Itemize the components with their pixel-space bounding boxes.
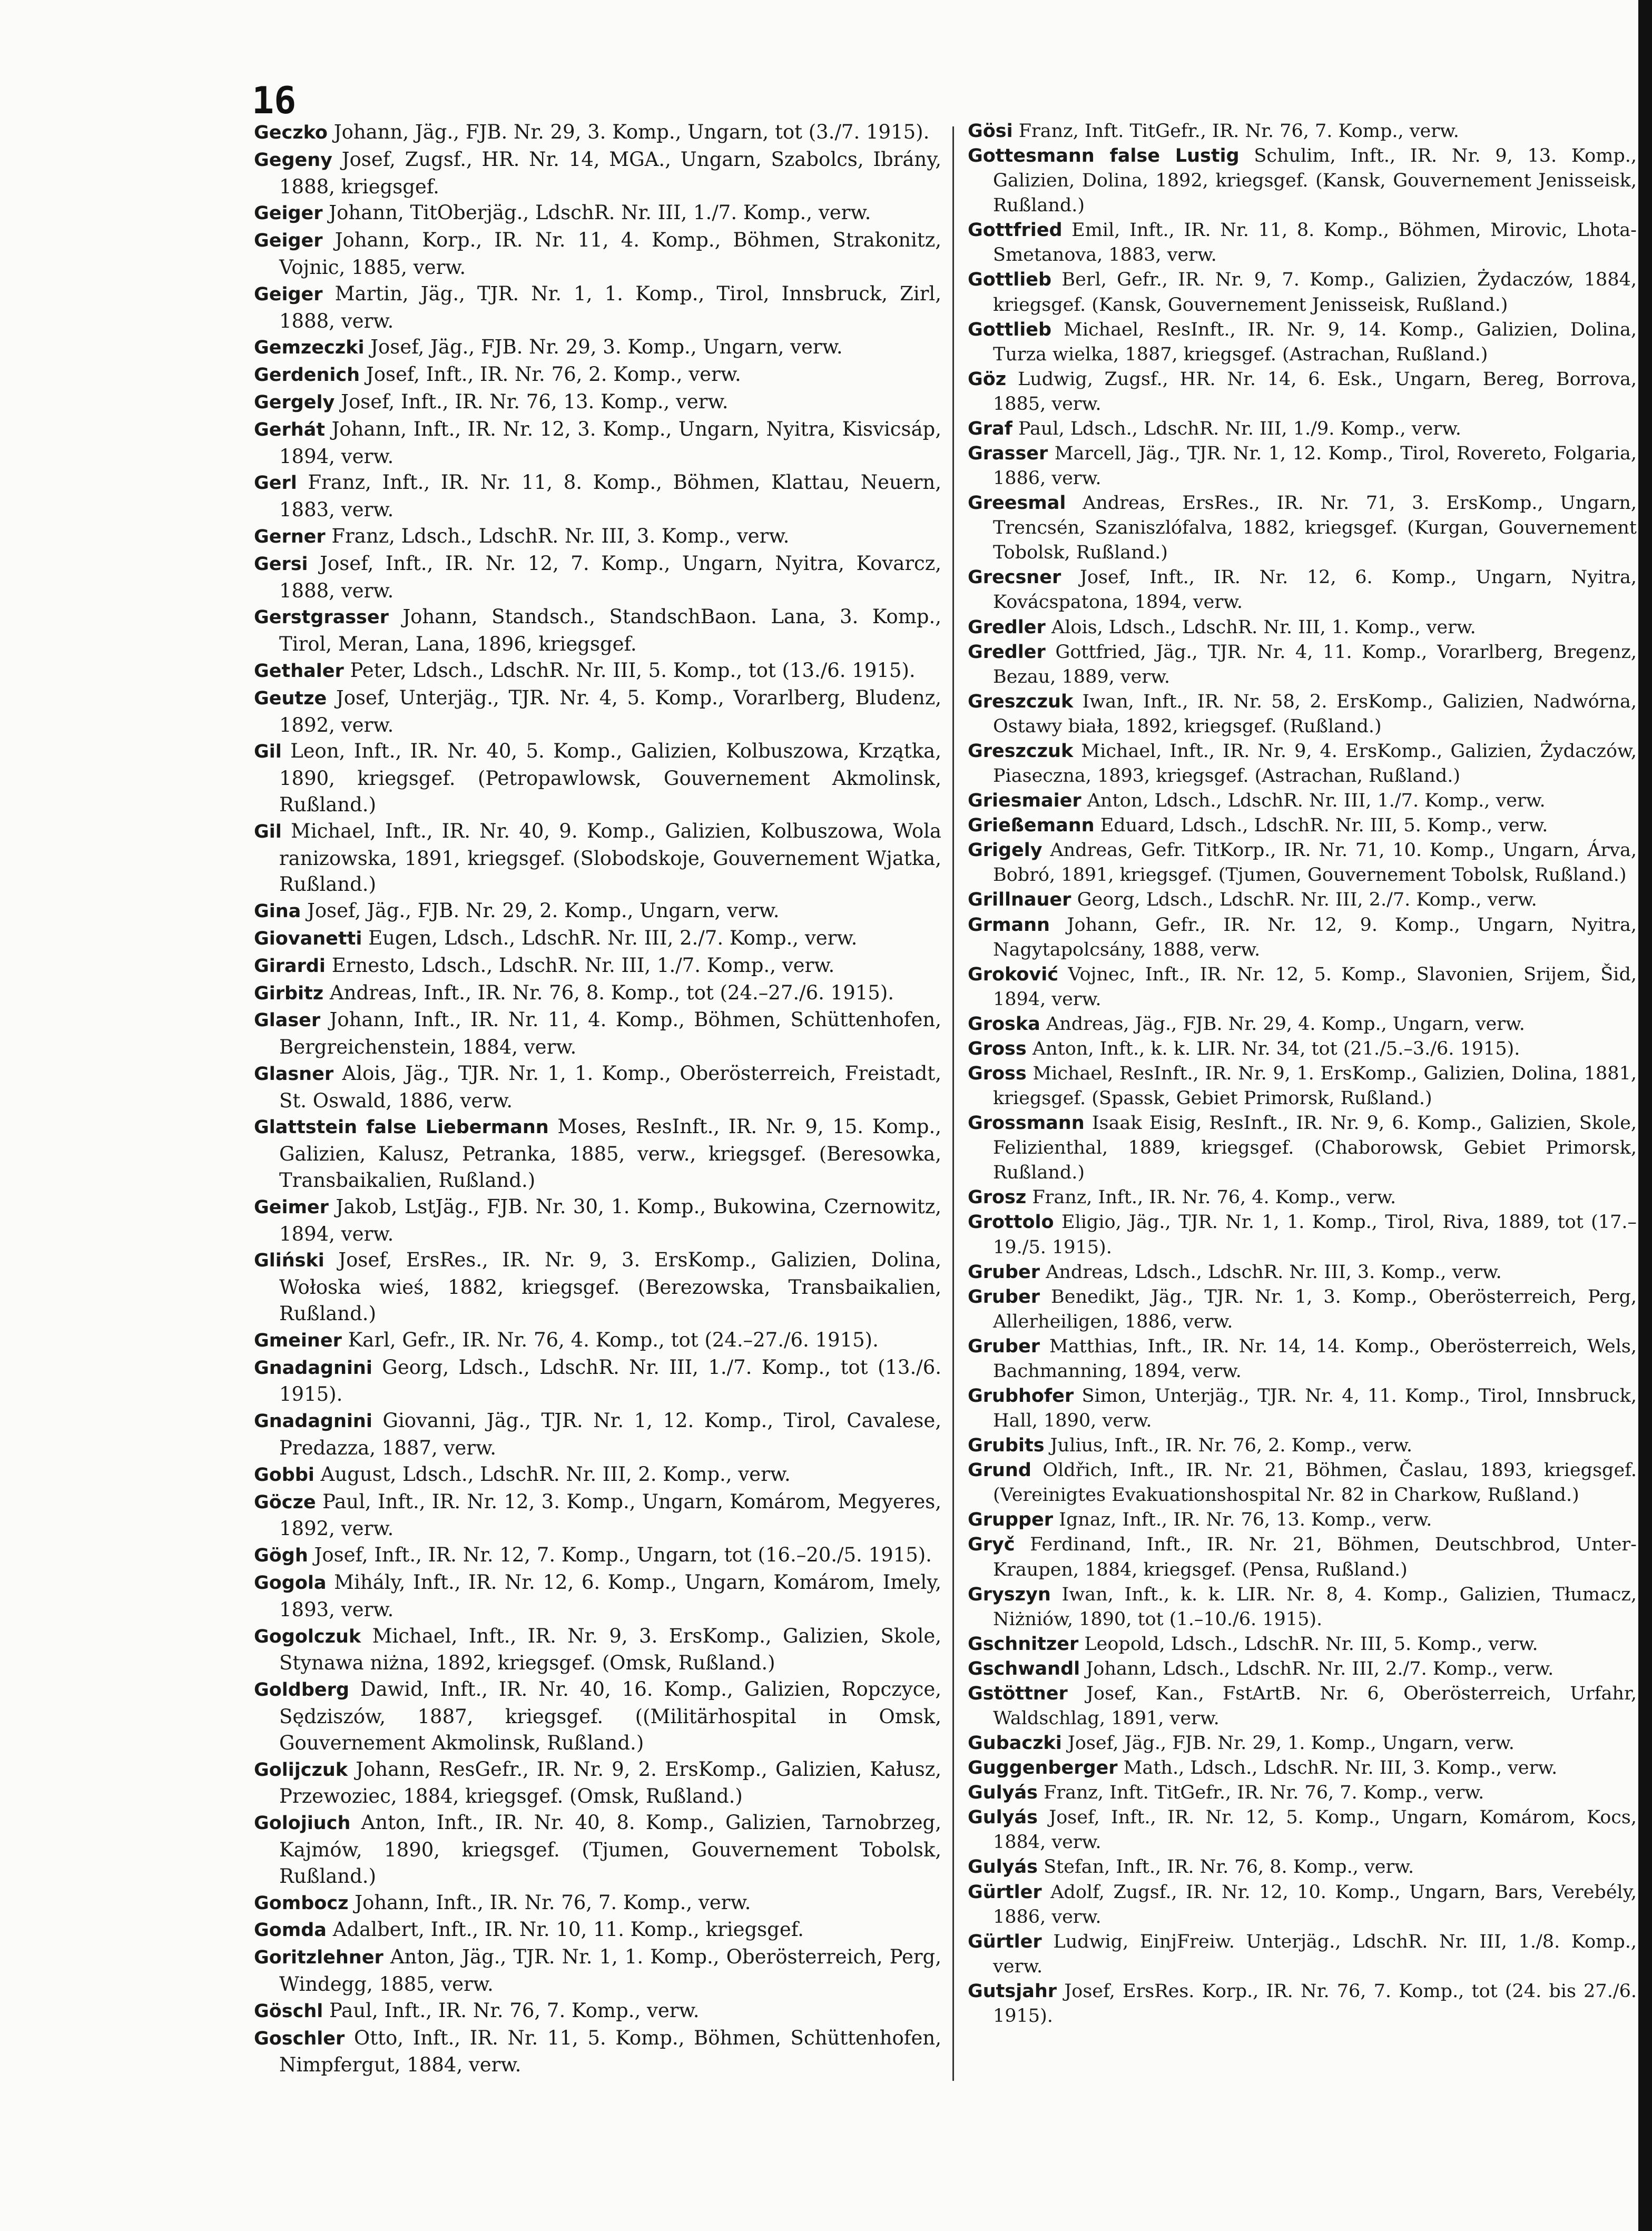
entry-details: Math., Ldsch., LdschR. Nr. III, 3. Komp., verw.	[1123, 1757, 1558, 1779]
entry-surname: Gobbi	[254, 1464, 314, 1486]
entry-surname: Gogola	[254, 1572, 327, 1594]
register-entry	[254, 1623, 941, 1677]
register-entry	[968, 1880, 1637, 1930]
entry-details: Ludwig, Zugsf., HR. Nr. 14, 6. Esk., Ungarn, Bereg, Borrova, 1885, verw.	[993, 368, 1637, 415]
register-entry	[254, 1569, 941, 1623]
entry-details: Giovanni, Jäg., TJR. Nr. 1, 12. Komp., Tirol, Cavalese, Predazza, 1887, verw.	[279, 1409, 941, 1460]
entry-surname: Gross	[968, 1063, 1027, 1084]
entry-surname: Girbitz	[254, 982, 324, 1004]
entry-surname: Gergely	[254, 391, 335, 413]
entry-details: Marcell, Jäg., TJR. Nr. 1, 12. Komp., Tirol, Rovereto, Folgaria, 1886, verw.	[993, 443, 1637, 489]
register-entry	[254, 604, 941, 657]
entry-details: Leopold, Ldsch., LdschR. Nr. III, 5. Komp., verw.	[1084, 1633, 1538, 1655]
entry-surname: Gnadagnini	[254, 1357, 372, 1379]
entry-surname: Gruber	[968, 1286, 1040, 1308]
entry-surname: Gryszyn	[968, 1584, 1051, 1605]
register-entry	[254, 1354, 941, 1408]
entry-surname: Grossmann	[968, 1113, 1085, 1134]
register-entry	[968, 1433, 1637, 1458]
register-entry	[968, 441, 1637, 491]
entry-surname: Gerl	[254, 473, 297, 494]
entry-details: Paul, Inft., IR. Nr. 76, 7. Komp., verw.	[329, 1999, 700, 2022]
entry-surname: Gnadagnini	[254, 1411, 372, 1432]
entry-surname: Gerner	[254, 526, 326, 547]
entry-surname: Gürtler	[968, 1931, 1042, 1952]
entry-details: Alois, Ldsch., LdschR. Nr. III, 1. Komp., verw.	[1051, 616, 1476, 638]
entry-surname: Glaser	[254, 1010, 321, 1031]
entry-surname: Gil	[254, 741, 282, 763]
entry-details: Andreas, ErsRes., IR. Nr. 71, 3. ErsKomp., Ungarn, Trencsén, Szaniszlófalva, 1882, kriegsgef. (Kurgan, Gouvernement Tobolsk, Rußland.)	[993, 493, 1637, 564]
entry-details: Josef, ErsRes. Korp., IR. Nr. 76, 7. Komp., tot (24. bis 27./6. 1915).	[993, 1980, 1637, 2027]
entry-details: Johann, ResGefr., IR. Nr. 9, 2. ErsKomp., Galizien, Kałusz, Przewoziec, 1884, kriegsgef. (Omsk, Rußland.)	[279, 1757, 941, 1808]
register-entry	[254, 334, 941, 361]
register-entry	[968, 615, 1637, 640]
entry-details: Berl, Gefr., IR. Nr. 9, 7. Komp., Galizien, Żydaczów, 1884, kriegsgef. (Kansk, Gouvernement Jenisseisk, Rußland.)	[993, 269, 1637, 316]
entry-details: August, Ldsch., LdschR. Nr. III, 2. Komp., verw.	[320, 1462, 791, 1486]
entry-surname: Grubhofer	[968, 1385, 1074, 1407]
register-entry	[968, 1260, 1637, 1285]
register-entry	[968, 888, 1637, 912]
entry-details: Andreas, Inft., IR. Nr. 76, 8. Komp., tot (24.–27./6. 1915).	[329, 981, 894, 1004]
register-entry	[254, 119, 941, 146]
entry-details: Michael, Inft., IR. Nr. 9, 4. ErsKomp., Galizien, Żydaczów, Piaseczna, 1893, kriegsgef. (Astrachan, Rußland.)	[993, 740, 1637, 787]
entry-details: Johann, Korp., IR. Nr. 11, 4. Komp., Böhmen, Strakonitz, Vojnic, 1885, verw.	[279, 229, 942, 279]
entry-surname: Gürtler	[968, 1881, 1042, 1903]
register-entry	[254, 1007, 941, 1060]
entry-details: Dawid, Inft., IR. Nr. 40, 16. Komp., Galizien, Ropczyce, Sędziszów, 1887, kriegsgef. ((Militärhospital in Omsk, Gouvernement Akmolinsk, Rußland.)	[279, 1678, 941, 1754]
entry-details: Josef, Inft., IR. Nr. 12, 6. Komp., Ungarn, Nyitra, Kovácspatona, 1894, verw.	[993, 567, 1637, 613]
entry-details: Julius, Inft., IR. Nr. 76, 2. Komp., verw.	[1050, 1435, 1413, 1457]
entry-surname: Grasser	[968, 443, 1048, 465]
entry-surname: Gerdenich	[254, 365, 360, 386]
entry-surname: Grottolo	[968, 1212, 1054, 1233]
register-entry	[254, 1542, 941, 1569]
register-entry	[968, 640, 1637, 690]
entry-details: Georg, Ldsch., LdschR. Nr. III, 2./7. Komp., verw.	[1077, 889, 1537, 911]
register-entry	[254, 1489, 941, 1542]
register-entry	[254, 1756, 941, 1810]
entry-surname: Gredler	[968, 616, 1046, 638]
register-entry	[254, 1114, 941, 1193]
entry-surname: Graf	[968, 418, 1012, 439]
entry-details: Gottfried, Jäg., TJR. Nr. 4, 11. Komp., Vorarlberg, Bregenz, Bezau, 1889, verw.	[993, 641, 1637, 687]
register-entry	[968, 1805, 1637, 1855]
entry-details: Josef, Inft., IR. Nr. 76, 13. Komp., verw.	[341, 390, 729, 413]
entry-surname: Goritzlehner	[254, 1947, 384, 1969]
entry-surname: Gil	[254, 821, 282, 842]
entry-details: Andreas, Jäg., FJB. Nr. 29, 4. Komp., Ungarn, verw.	[1046, 1013, 1525, 1035]
entry-surname: Grillnauer	[968, 889, 1071, 911]
entry-surname: Grubits	[968, 1435, 1045, 1457]
entry-surname: Geutze	[254, 687, 327, 709]
register-entry	[254, 1998, 941, 2025]
entry-details: Josef, Kan., FstArtB. Nr. 6, Oberösterreich, Urfahr, Waldschlag, 1891, verw.	[993, 1683, 1637, 1729]
entry-surname: Geiger	[254, 203, 323, 224]
entry-details: Emil, Inft., IR. Nr. 11, 8. Komp., Böhmen, Mirovic, Lhota-Smetanova, 1883, verw.	[993, 220, 1637, 266]
entry-surname: Gethaler	[254, 660, 344, 682]
entry-details: Johann, Standsch., StandschBaon. Lana, 3. Komp., Tirol, Meran, Lana, 1896, kriegsgef.	[279, 605, 941, 656]
entry-details: Johann, Inft., IR. Nr. 11, 4. Komp., Böhmen, Schüttenhofen, Bergreichenstein, 1884, verw.	[279, 1008, 941, 1059]
entry-surname: Gubaczki	[968, 1733, 1062, 1754]
register-entry	[968, 565, 1637, 615]
entry-surname: Geiger	[254, 283, 323, 305]
entry-details: Paul, Ldsch., LdschR. Nr. III, 1./9. Komp., verw.	[1018, 418, 1461, 439]
entry-surname: Gschnitzer	[968, 1633, 1079, 1655]
entry-details: Anton, Ldsch., LdschR. Nr. III, 1./7. Komp., verw.	[1087, 790, 1546, 812]
register-entry	[968, 813, 1637, 838]
register-entry	[254, 1461, 941, 1489]
entry-surname: Gulyás	[968, 1782, 1038, 1804]
entry-details: Josef, ErsRes., IR. Nr. 9, 3. ErsKomp., Galizien, Dolina, Wołoska wieś, 1882, kriegsgef. (Berezowska, Transbaikalien, Rußland.)	[279, 1249, 941, 1325]
entry-details: Adalbert, Inft., IR. Nr. 10, 11. Komp., kriegsgef.	[332, 1918, 804, 1941]
register-entry	[254, 1944, 941, 1998]
entry-details: Adolf, Zugsf., IR. Nr. 12, 10. Komp., Ungarn, Bars, Verebély, 1886, verw.	[993, 1881, 1637, 1928]
register-entry	[254, 200, 941, 227]
entry-surname: Glattstein false Liebermann	[254, 1117, 549, 1138]
entry-surname: Gredler	[968, 641, 1046, 663]
register-entry	[254, 952, 941, 980]
entry-surname: Gottesmann false Lustig	[968, 145, 1240, 167]
register-entry	[254, 389, 941, 416]
entry-surname: Gstöttner	[968, 1683, 1068, 1704]
entry-surname: Greszczuk	[968, 740, 1074, 762]
entry-surname: Gomda	[254, 1920, 327, 1941]
entry-surname: Gegeny	[254, 149, 332, 171]
entry-surname: Gmeiner	[254, 1330, 342, 1351]
scan-edge	[1638, 0, 1652, 2231]
entry-surname: Girardi	[254, 955, 326, 977]
entry-details: Johann, Gefr., IR. Nr. 12, 9. Komp., Ungarn, Nyitra, Nagytapolcsány, 1888, verw.	[993, 914, 1637, 960]
register-entry	[968, 789, 1637, 813]
register-entry	[968, 1062, 1637, 1111]
entry-details: Josef, Inft., IR. Nr. 12, 7. Komp., Ungarn, Nyitra, Kovarcz, 1888, verw.	[279, 552, 942, 602]
entry-details: Franz, Inft. TitGefr., IR. Nr. 76, 7. Komp., verw.	[1044, 1782, 1484, 1804]
entry-details: Josef, Jäg., FJB. Nr. 29, 1. Komp., Ungarn, verw.	[1067, 1733, 1515, 1754]
entry-surname: Geimer	[254, 1196, 329, 1218]
entry-details: Ludwig, EinjFreiw. Unterjäg., LdschR. Nr. III, 1./8. Komp., verw.	[993, 1931, 1637, 1977]
register-entry	[968, 1930, 1637, 1979]
entry-details: Michael, Inft., IR. Nr. 40, 9. Komp., Galizien, Kolbuszowa, Wola ranizowska, 1891, kriegsgef. (Slobodskoje, Gouvernement Wjatka, Rußland.)	[279, 819, 941, 896]
register-entry	[254, 361, 941, 389]
register-entry	[968, 1855, 1637, 1880]
register-entry	[254, 416, 941, 470]
register-entry	[968, 1037, 1637, 1062]
entry-details: Franz, Inft. TitGefr., IR. Nr. 76, 7. Komp., verw.	[1018, 121, 1459, 142]
entry-details: Leon, Inft., IR. Nr. 40, 5. Komp., Galizien, Kolbuszowa, Krzątka, 1890, kriegsgef. (Petropawlowsk, Gouvernement Akmolinsk, Rußland.)	[279, 740, 941, 816]
page-number: 16	[252, 79, 297, 122]
entry-details: Johann, TitOberjäg., LdschR. Nr. III, 1./7. Komp., verw.	[329, 201, 871, 224]
entry-details: Simon, Unterjäg., TJR. Nr. 4, 11. Komp., Tirol, Innsbruck, Hall, 1890, verw.	[993, 1385, 1637, 1432]
entry-details: Anton, Inft., IR. Nr. 40, 8. Komp., Galizien, Tarnobrzeg, Kajmów, 1890, kriegsgef. (Tjumen, Gouvernement Tobolsk, Rußland.)	[279, 1811, 941, 1888]
entry-details: Peter, Ldsch., LdschR. Nr. III, 5. Komp., tot (13./6. 1915).	[350, 659, 916, 682]
entry-details: Ernesto, Ldsch., LdschR. Nr. III, 1./7. Komp., verw.	[331, 954, 835, 977]
register-entry	[968, 1210, 1637, 1260]
entry-surname: Gina	[254, 901, 301, 922]
entry-surname: Golojiuch	[254, 1813, 351, 1834]
entry-surname: Gogolczuk	[254, 1626, 361, 1647]
entry-surname: Gschwandl	[968, 1658, 1080, 1679]
entry-details: Matthias, Inft., IR. Nr. 14, 14. Komp., Oberösterreich, Wels, Bachmanning, 1894, verw.	[993, 1335, 1637, 1382]
entry-surname: Göcze	[254, 1491, 316, 1513]
entry-surname: Grosz	[968, 1187, 1027, 1208]
entry-details: Schulim, Inft., IR. Nr. 9, 13. Komp., Galizien, Dolina, 1892, kriegsgef. (Kansk, Gouvernement Jenisseisk, Rußland.)	[993, 145, 1637, 217]
entry-surname: Grießemann	[968, 815, 1095, 837]
entry-surname: Goschler	[254, 2028, 345, 2049]
entry-surname: Gösi	[968, 121, 1013, 142]
entry-surname: Gemzeczki	[254, 337, 365, 359]
entry-details: Johann, Ldsch., LdschR. Nr. III, 2./7. Komp., verw.	[1086, 1658, 1554, 1679]
entry-details: Josef, Unterjäg., TJR. Nr. 4, 5. Komp., Vorarlberg, Bludenz, 1892, verw.	[279, 686, 941, 736]
register-entry	[254, 738, 941, 818]
register-entry	[254, 146, 941, 200]
entry-surname: Greesmal	[968, 493, 1066, 514]
entry-details: Josef, Inft., IR. Nr. 12, 5. Komp., Ungarn, Komárom, Kocs, 1884, verw.	[993, 1807, 1637, 1853]
register-entry	[254, 1917, 941, 1944]
entry-surname: Golijczuk	[254, 1759, 348, 1781]
entry-surname: Gross	[968, 1038, 1027, 1059]
entry-surname: Grmann	[968, 914, 1050, 936]
register-entry	[254, 1060, 941, 1114]
register-entry	[968, 1384, 1637, 1433]
entry-details: Michael, ResInft., IR. Nr. 9, 14. Komp., Galizien, Dolina, Turza wielka, 1887, kriegsgef. (Astrachan, Rußland.)	[993, 319, 1637, 365]
entry-details: Johann, Inft., IR. Nr. 12, 3. Komp., Ungarn, Nyitra, Kisvicsáp, 1894, verw.	[279, 417, 941, 468]
entry-details: Iwan, Inft., IR. Nr. 58, 2. ErsKomp., Galizien, Nadwórna, Ostawy biała, 1892, kriegsgef. (Rußland.)	[993, 691, 1637, 737]
register-entry	[968, 962, 1637, 1012]
register-entry	[254, 2025, 941, 2079]
entry-surname: Grund	[968, 1460, 1031, 1481]
register-entry	[968, 367, 1637, 417]
register-entry	[968, 913, 1637, 962]
entry-details: Michael, Inft., IR. Nr. 9, 3. ErsKomp., Galizien, Skole, Stynawa niżna, 1892, kriegsgef. (Omsk, Rußland.)	[279, 1624, 941, 1675]
register-entry	[254, 1890, 941, 1917]
entry-details: Oldřich, Inft., IR. Nr. 21, Böhmen, Časlau, 1893, kriegsgef. (Vereinigtes Evakuationshospital Nr. 82 in Charkow, Rußland.)	[993, 1460, 1637, 1506]
entry-surname: Gruber	[968, 1261, 1040, 1283]
register-entry	[254, 980, 941, 1007]
entry-surname: Gögh	[254, 1545, 308, 1567]
entry-surname: Grigely	[968, 840, 1043, 861]
entry-surname: Geczko	[254, 122, 328, 143]
entry-surname: Gryč	[968, 1534, 1015, 1556]
entry-details: Johann, Inft., IR. Nr. 76, 7. Komp., verw.	[355, 1891, 751, 1914]
entry-details: Moses, ResInft., IR. Nr. 9, 15. Komp., Galizien, Kalusz, Petranka, 1885, verw., kriegsgef. (Beresowka, Transbaikalien, Rußland.)	[279, 1115, 941, 1192]
register-entry	[254, 925, 941, 952]
register-entry	[254, 685, 941, 739]
entry-surname: Gombocz	[254, 1892, 349, 1914]
entry-details: Josef, Jäg., FJB. Nr. 29, 3. Komp., Ungarn, verw.	[370, 336, 843, 359]
entry-details: Eduard, Ldsch., LdschR. Nr. III, 5. Komp., verw.	[1100, 815, 1548, 837]
entry-surname: Geiger	[254, 230, 323, 252]
register-entry	[254, 1408, 941, 1461]
register-entry	[968, 1458, 1637, 1508]
register-entry	[968, 417, 1637, 441]
entry-details: Franz, Ldsch., LdschR. Nr. III, 3. Komp., verw.	[331, 524, 790, 547]
column-divider	[952, 126, 954, 2081]
register-entry	[968, 218, 1637, 268]
register-entry	[968, 491, 1637, 565]
entry-details: Vojnec, Inft., IR. Nr. 12, 5. Komp., Slavonien, Srijem, Šid, 1894, verw.	[993, 964, 1637, 1010]
register-entry	[968, 690, 1637, 739]
entry-details: Mihály, Inft., IR. Nr. 12, 6. Komp., Ungarn, Komárom, Imely, 1893, verw.	[279, 1571, 941, 1621]
register-entry	[968, 1111, 1637, 1185]
entry-surname: Grupper	[968, 1509, 1054, 1531]
entry-details: Benedikt, Jäg., TJR. Nr. 1, 3. Komp., Oberösterreich, Perg, Allerheiligen, 1886, verw.	[993, 1286, 1637, 1332]
register-entry	[254, 657, 941, 685]
entry-surname: Goldberg	[254, 1679, 349, 1701]
entry-surname: Gerhát	[254, 419, 325, 440]
register-entry	[968, 1012, 1637, 1037]
entry-details: Iwan, Inft., k. k. LIR. Nr. 8, 4. Komp., Galizien, Tłumacz, Niżniów, 1890, tot (1.–10./6. 1915).	[993, 1584, 1637, 1630]
entry-surname: Göschl	[254, 2000, 323, 2022]
entry-surname: Gruber	[968, 1335, 1040, 1357]
entry-surname: Gutsjahr	[968, 1980, 1057, 2002]
register-entry	[968, 1508, 1637, 1532]
register-entry	[254, 227, 941, 281]
entry-details: Georg, Ldsch., LdschR. Nr. III, 1./7. Komp., tot (13./6. 1915).	[279, 1355, 941, 1406]
entry-details: Alois, Jäg., TJR. Nr. 1, 1. Komp., Oberösterreich, Freistadt, St. Oswald, 1886, verw.	[279, 1062, 941, 1112]
register-entry	[254, 1327, 941, 1354]
entry-surname: Göz	[968, 368, 1007, 390]
register-entry	[968, 268, 1637, 317]
register-entry	[968, 1583, 1637, 1632]
entry-details: Eugen, Ldsch., LdschR. Nr. III, 2./7. Komp., verw.	[368, 926, 858, 949]
register-entry	[968, 1185, 1637, 1210]
entry-details: Josef, Inft., IR. Nr. 76, 2. Komp., verw.	[366, 363, 741, 386]
register-entry	[254, 281, 941, 335]
register-entry	[968, 1657, 1637, 1682]
entry-surname: Groković	[968, 964, 1058, 985]
entry-details: Michael, ResInft., IR. Nr. 9, 1. ErsKomp., Galizien, Dolina, 1881, kriegsgef. (Spassk, Gebiet Primorsk, Rußland.)	[993, 1063, 1637, 1109]
entry-surname: Gerstgrasser	[254, 607, 389, 628]
entry-surname: Greszczuk	[968, 691, 1074, 712]
entry-details: Franz, Inft., IR. Nr. 11, 8. Komp., Böhmen, Klattau, Neuern, 1883, verw.	[279, 471, 941, 522]
register-entry	[968, 1781, 1637, 1805]
register-entry	[968, 739, 1637, 789]
register-entry	[968, 1285, 1637, 1334]
entry-surname: Guggenberger	[968, 1757, 1118, 1779]
entry-details: Jakob, LstJäg., FJB. Nr. 30, 1. Komp., Bukowina, Czernowitz, 1894, verw.	[279, 1195, 941, 1245]
register-entry	[254, 898, 941, 925]
entry-surname: Glasner	[254, 1063, 334, 1085]
register-entry	[968, 1731, 1637, 1756]
register-entry	[254, 1194, 941, 1247]
entry-details: Anton, Inft., k. k. LIR. Nr. 34, tot (21./5.–3./6. 1915).	[1032, 1038, 1520, 1059]
entry-details: Andreas, Ldsch., LdschR. Nr. III, 3. Komp., verw.	[1046, 1261, 1502, 1283]
entry-surname: Gulyás	[968, 1807, 1038, 1829]
register-entry	[968, 119, 1637, 144]
entry-details: Andreas, Gefr. TitKorp., IR. Nr. 71, 10. Komp., Ungarn, Árva, Bobró, 1891, kriegsgef. (Tjumen, Gouvernement Tobolsk, Rußland.)	[993, 840, 1637, 886]
entry-details: Stefan, Inft., IR. Nr. 76, 8. Komp., verw.	[1044, 1856, 1414, 1878]
entry-surname: Gottlieb	[968, 269, 1052, 291]
register-entry	[968, 144, 1637, 218]
entry-details: Johann, Jäg., FJB. Nr. 29, 3. Komp., Ungarn, tot (3./7. 1915).	[333, 121, 930, 143]
register-entry	[968, 838, 1637, 888]
register-entry	[968, 1632, 1637, 1657]
entry-surname: Gottlieb	[968, 319, 1052, 340]
entry-surname: Gliński	[254, 1250, 324, 1272]
entry-surname: Gersi	[254, 553, 308, 575]
entry-surname: Grecsner	[968, 567, 1061, 588]
register-entry	[254, 1247, 941, 1326]
register-entry	[254, 469, 941, 523]
register-entry	[254, 551, 941, 604]
register-entry	[968, 318, 1637, 367]
entry-details: Karl, Gefr., IR. Nr. 76, 4. Komp., tot (24.–27./6. 1915).	[348, 1328, 879, 1351]
entry-surname: Gottfried	[968, 220, 1063, 241]
entry-details: Otto, Inft., IR. Nr. 11, 5. Komp., Böhmen, Schüttenhofen, Nimpfergut, 1884, verw.	[279, 2026, 941, 2077]
right-column	[968, 119, 1637, 2029]
register-entry	[254, 818, 941, 898]
entry-details: Eligio, Jäg., TJR. Nr. 1, 1. Komp., Tirol, Riva, 1889, tot (17.–19./5. 1915).	[993, 1212, 1637, 1258]
entry-details: Ignaz, Inft., IR. Nr. 76, 13. Komp., verw.	[1059, 1509, 1432, 1531]
entry-details: Franz, Inft., IR. Nr. 76, 4. Komp., verw.	[1032, 1187, 1397, 1208]
entry-details: Josef, Zugsf., HR. Nr. 14, MGA., Ungarn, Szabolcs, Ibrány, 1888, kriegsgef.	[279, 148, 942, 198]
register-entry	[254, 1676, 941, 1756]
register-entry	[254, 1810, 941, 1889]
entry-details: Anton, Jäg., TJR. Nr. 1, 1. Komp., Oberösterreich, Perg, Windegg, 1885, verw.	[279, 1945, 942, 1996]
entry-details: Ferdinand, Inft., IR. Nr. 21, Böhmen, Deutschbrod, Unter-Kraupen, 1884, kriegsgef. (Pensa, Rußland.)	[993, 1534, 1637, 1580]
entry-details: Paul, Inft., IR. Nr. 12, 3. Komp., Ungarn, Komárom, Megyeres, 1892, verw.	[279, 1490, 941, 1540]
entry-surname: Gulyás	[968, 1856, 1038, 1878]
register-entry	[968, 1756, 1637, 1781]
register-entry	[254, 523, 941, 551]
entry-surname: Groska	[968, 1013, 1040, 1035]
entry-details: Martin, Jäg., TJR. Nr. 1, 1. Komp., Tirol, Innsbruck, Zirl, 1888, verw.	[279, 282, 941, 332]
entry-details: Isaak Eisig, ResInft., IR. Nr. 9, 6. Komp., Galizien, Skole, Felizienthal, 1889, kriegsgef. (Chaborowsk, Gebiet Primorsk, Rußland.)	[993, 1113, 1637, 1184]
entry-surname: Griesmaier	[968, 790, 1081, 812]
register-entry	[968, 1334, 1637, 1384]
register-entry	[968, 1682, 1637, 1731]
left-column	[254, 119, 941, 2078]
entry-surname: Giovanetti	[254, 928, 362, 949]
register-entry	[968, 1979, 1637, 2029]
entry-details: Josef, Jäg., FJB. Nr. 29, 2. Komp., Ungarn, verw.	[307, 899, 780, 922]
register-entry	[968, 1532, 1637, 1582]
entry-details: Josef, Inft., IR. Nr. 12, 7. Komp., Ungarn, tot (16.–20./5. 1915).	[314, 1544, 932, 1567]
